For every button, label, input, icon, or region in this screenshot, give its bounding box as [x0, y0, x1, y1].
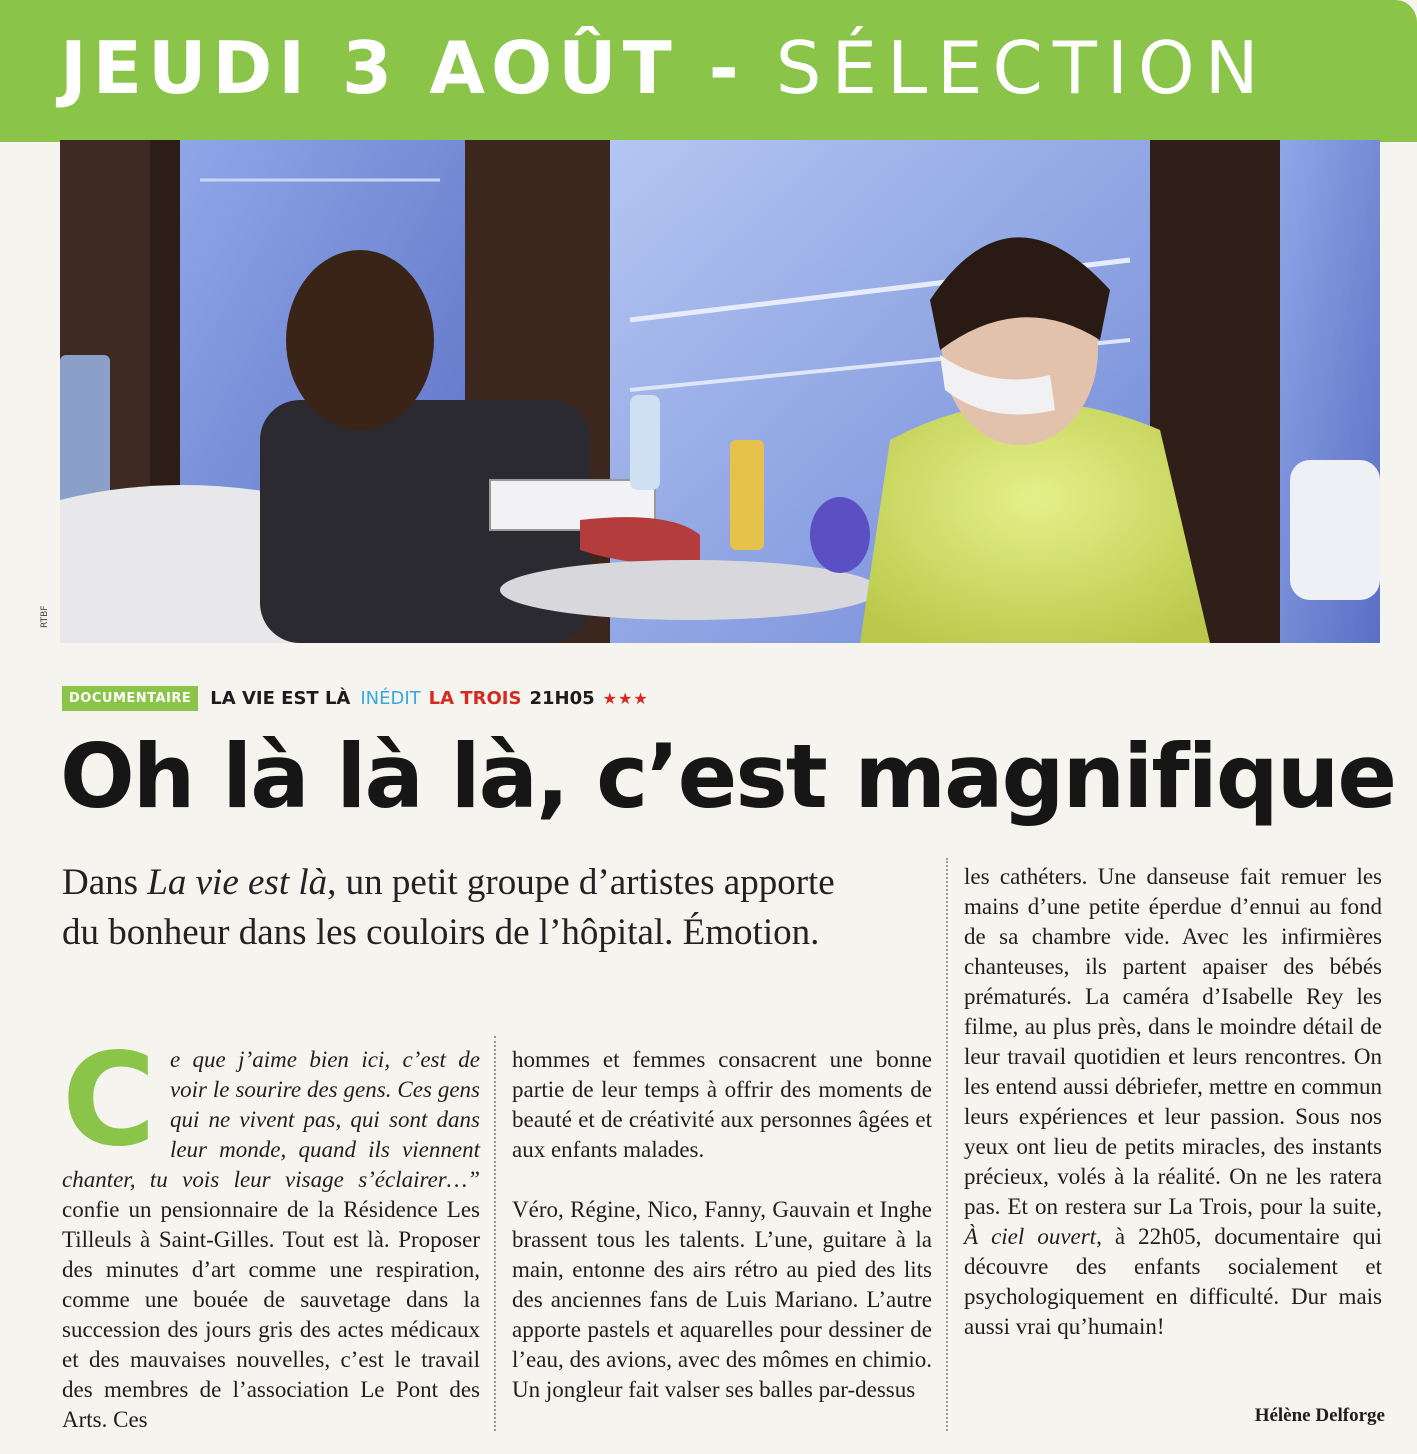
opening-quote: e que j’aime bien ici, c’est de voir le sourire des gens. Ces gens qui ne vivent pas, qui sont dans leur monde, quand ils viennent chanter, tu vois leur visage s’éclairer…”	[62, 1047, 480, 1192]
photo-credit: RTBF	[40, 605, 50, 628]
header-section: SÉLECTION	[775, 26, 1269, 110]
article-lead	[62, 858, 852, 958]
drop-cap: C	[62, 1026, 156, 1175]
column-3-text-end: , à 22h05, documentaire qui découvre des enfants socialement et psychologiquement en difficulté. Dur mais aussi vrai qu’humain!	[964, 1224, 1382, 1339]
show-title: LA VIE EST LÀ	[210, 687, 351, 709]
channel-label: LA TROIS	[428, 687, 522, 709]
header-band	[0, 0, 1417, 142]
column-1-text: confie un pensionnaire de la Résidence Les Tilleuls à Saint-Gilles. Tout est là. Proposer des minutes d’art comme une respiration, comme une bouée de sauvetage dans la succession des jours gris des actes médicaux et des mauvaises nouvelles, c’est le travail des membres de l’association Le Pont des Arts. Ces	[62, 1197, 480, 1432]
inedit-label: INÉDIT	[360, 687, 421, 709]
rating-stars: ★★★	[602, 688, 649, 708]
lead-title: La vie est là	[147, 862, 328, 903]
column-3-title: À ciel ouvert	[964, 1224, 1097, 1249]
lead-text-end: , un petit groupe d’artistes apporte du bonheur dans les couloirs de l’hôpital. Émotion.	[62, 862, 835, 953]
show-time: 21H05	[529, 687, 595, 709]
article-column-2	[512, 1045, 932, 1405]
lead-text-start: Dans	[62, 862, 148, 903]
header-date: JEUDI 3 AOÛT	[60, 26, 678, 110]
article-column-3	[964, 862, 1382, 1342]
column-divider	[494, 1036, 496, 1431]
genre-badge: DOCUMENTAIRE	[62, 686, 198, 711]
column-divider	[946, 858, 948, 1431]
column-2-paragraph: Véro, Régine, Nico, Fanny, Gauvain et Inghe brassent tous les talents. L’une, guitare à la main, entonne des airs rétro au pied des lits des anciennes fans de Luis Mariano. L’autre apporte pastels et aquarelles pour dessiner de l’eau, des avions, avec des mômes en chimio. Un jongleur fait valser ses balles par-dessus	[512, 1197, 932, 1402]
column-2-paragraph: hommes et femmes consacrent une bonne partie de leur temps à offrir des moments de beauté et de créativité aux personnes âgées et aux enfants malades.	[512, 1047, 932, 1162]
section-header	[60, 18, 1269, 118]
article-column-1	[62, 1026, 480, 1435]
article-photo	[60, 140, 1380, 643]
author-signature: Hélène Delforge	[1254, 1405, 1385, 1426]
article-headline: Oh là là là, c’est magnifique	[60, 725, 1396, 828]
program-info	[62, 684, 649, 712]
header-separator: -	[677, 26, 776, 110]
column-3-text: les cathéters. Une danseuse fait remuer les mains d’une petite éperdue d’ennui au fond de sa chambre vide. Avec les infirmières chanteuses, ils partent apaiser des bébés prématurés. La caméra d’Isabelle Rey les filme, au plus près, dans le moindre détail de leur travail quotidien et leurs rencontres. On les entend aussi débriefer, mettre en commun leurs expériences et leur passion. Sous nos yeux ont lieu de petits miracles, des instants précieux, volés à la réalité. On ne les ratera pas. Et on restera sur La Trois, pour la suite,	[964, 864, 1382, 1219]
